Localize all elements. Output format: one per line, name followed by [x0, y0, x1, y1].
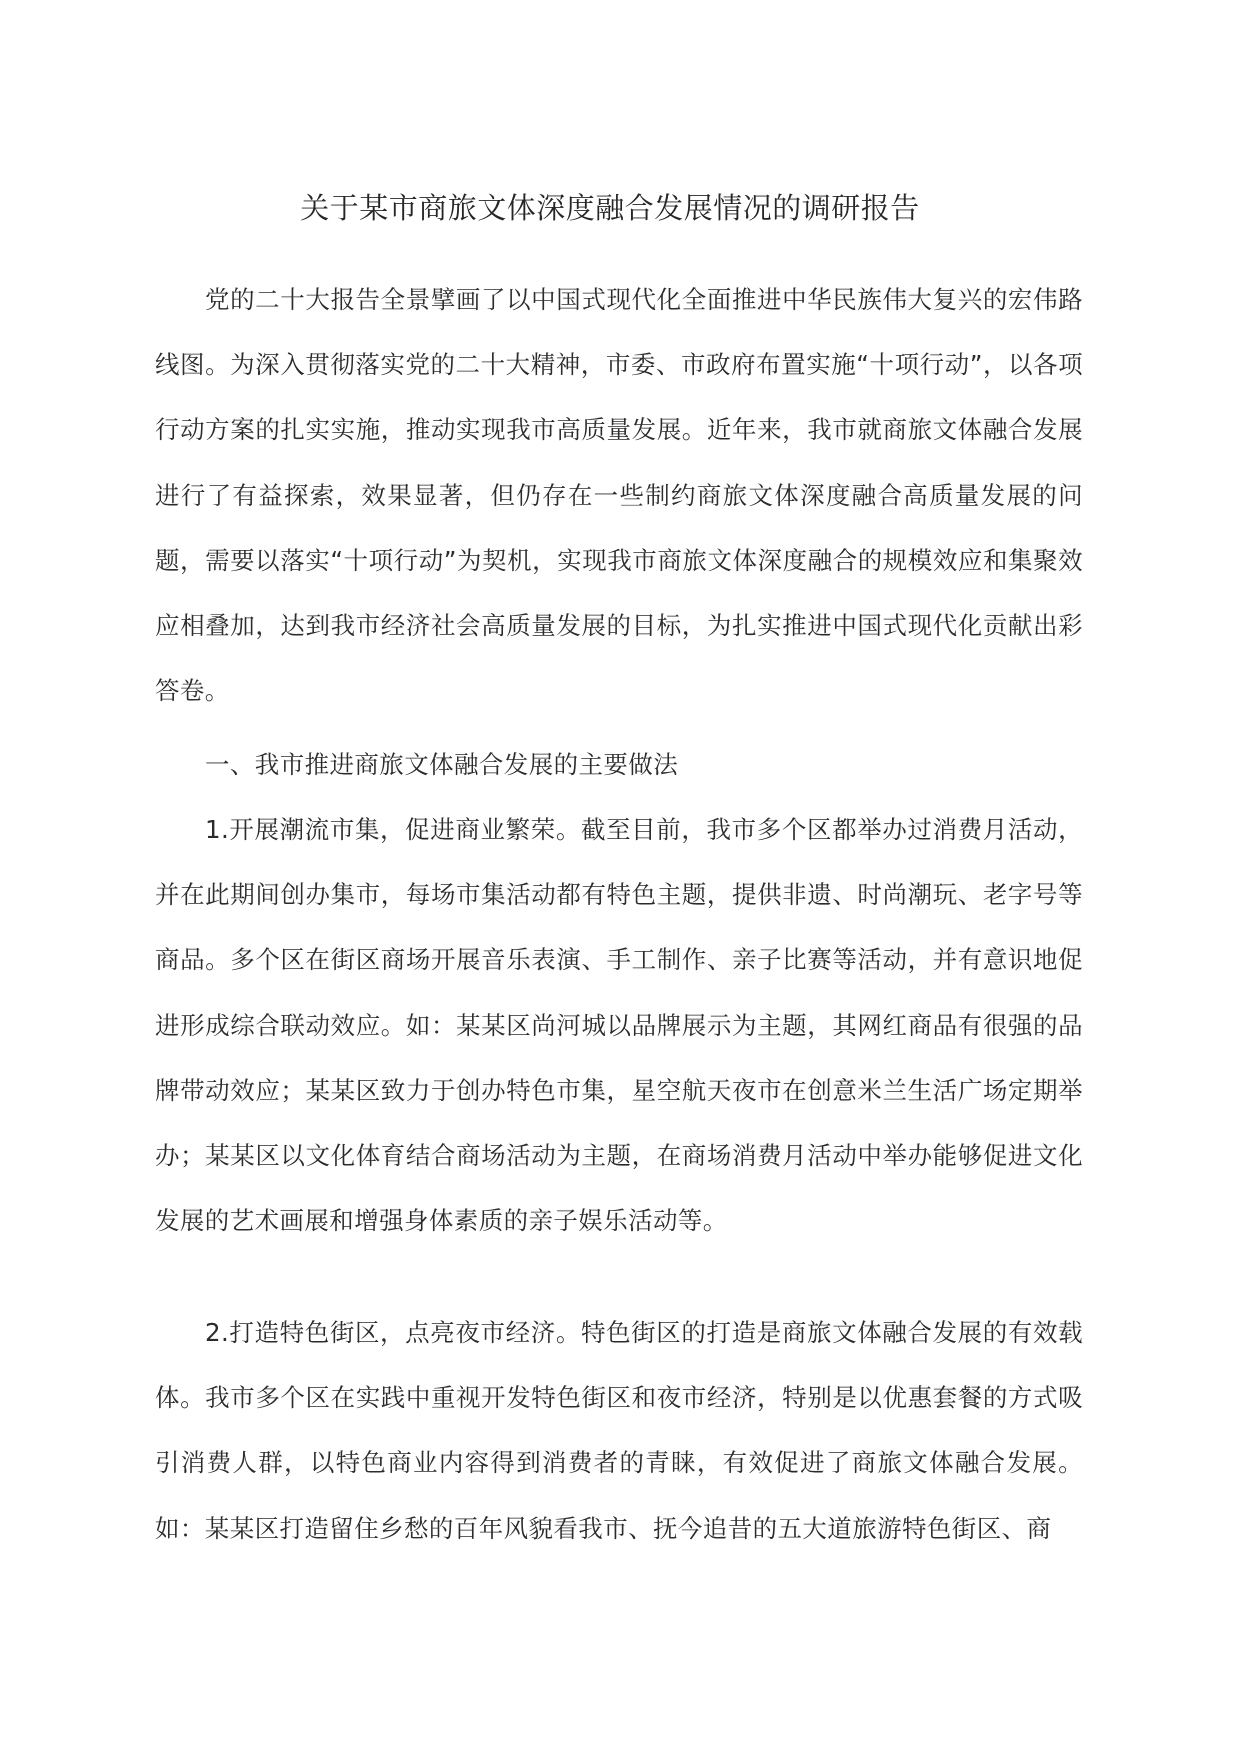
paragraph-street: 2.打造特色街区，点亮夜市经济。特色街区的打造是商旅文体融合发展的有效载体。我市多个区在实践中重视开发特色街区和夜市经济，特别是以优惠套餐的方式吸引消费人群，以特色商业内容得到消费者的青睐，有效促进了商旅文体融合发展。如：某某区打造留住乡愁的百年风貌看我市、抚今追昔的五大道旅游特色街区、商: [155, 1318, 1083, 1543]
page-title: 关于某市商旅文体深度融合发展情况的调研报告: [300, 191, 920, 225]
intro-paragraph: 党的二十大报告全景擘画了以中国式现代化全面推进中华民族伟大复兴的宏伟路线图。为深入贯彻落实党的二十大精神，市委、市政府布置实施“十项行动”，以各项行动方案的扎实实施，推动实现我市高质量发展。近年来，我市就商旅文体融合发展进行了有益探索，效果显著，但仍存在一些制约商旅文体深度融合高质量发展的问题，需要以落实“十项行动”为契机，实现我市商旅文体深度融合的规模效应和集聚效应相叠加，达到我市经济社会高质量发展的目标，为扎实推进中国式现代化贡献出彩答卷。: [155, 285, 1083, 706]
section-heading: 一、我市推进商旅文体融合发展的主要做法: [205, 750, 679, 779]
paragraph-market: 1.开展潮流市集，促进商业繁荣。截至目前，我市多个区都举办过消费月活动，并在此期间创办集市，每场市集活动都有特色主题，提供非遗、时尚潮玩、老字号等商品。多个区在街区商场开展音乐表演、手工制作、亲子比赛等活动，并有意识地促进形成综合联动效应。如：某某区尚河城以品牌展示为主题，其网红商品有很强的品牌带动效应；某某区致力于创办特色市集，星空航天夜市在创意米兰生活广场定期举办；某某区以文化体育结合商场活动为主题，在商场消费月活动中举办能够促进文化发展的艺术画展和增强身体素质的亲子娱乐活动等。: [155, 815, 1083, 1236]
